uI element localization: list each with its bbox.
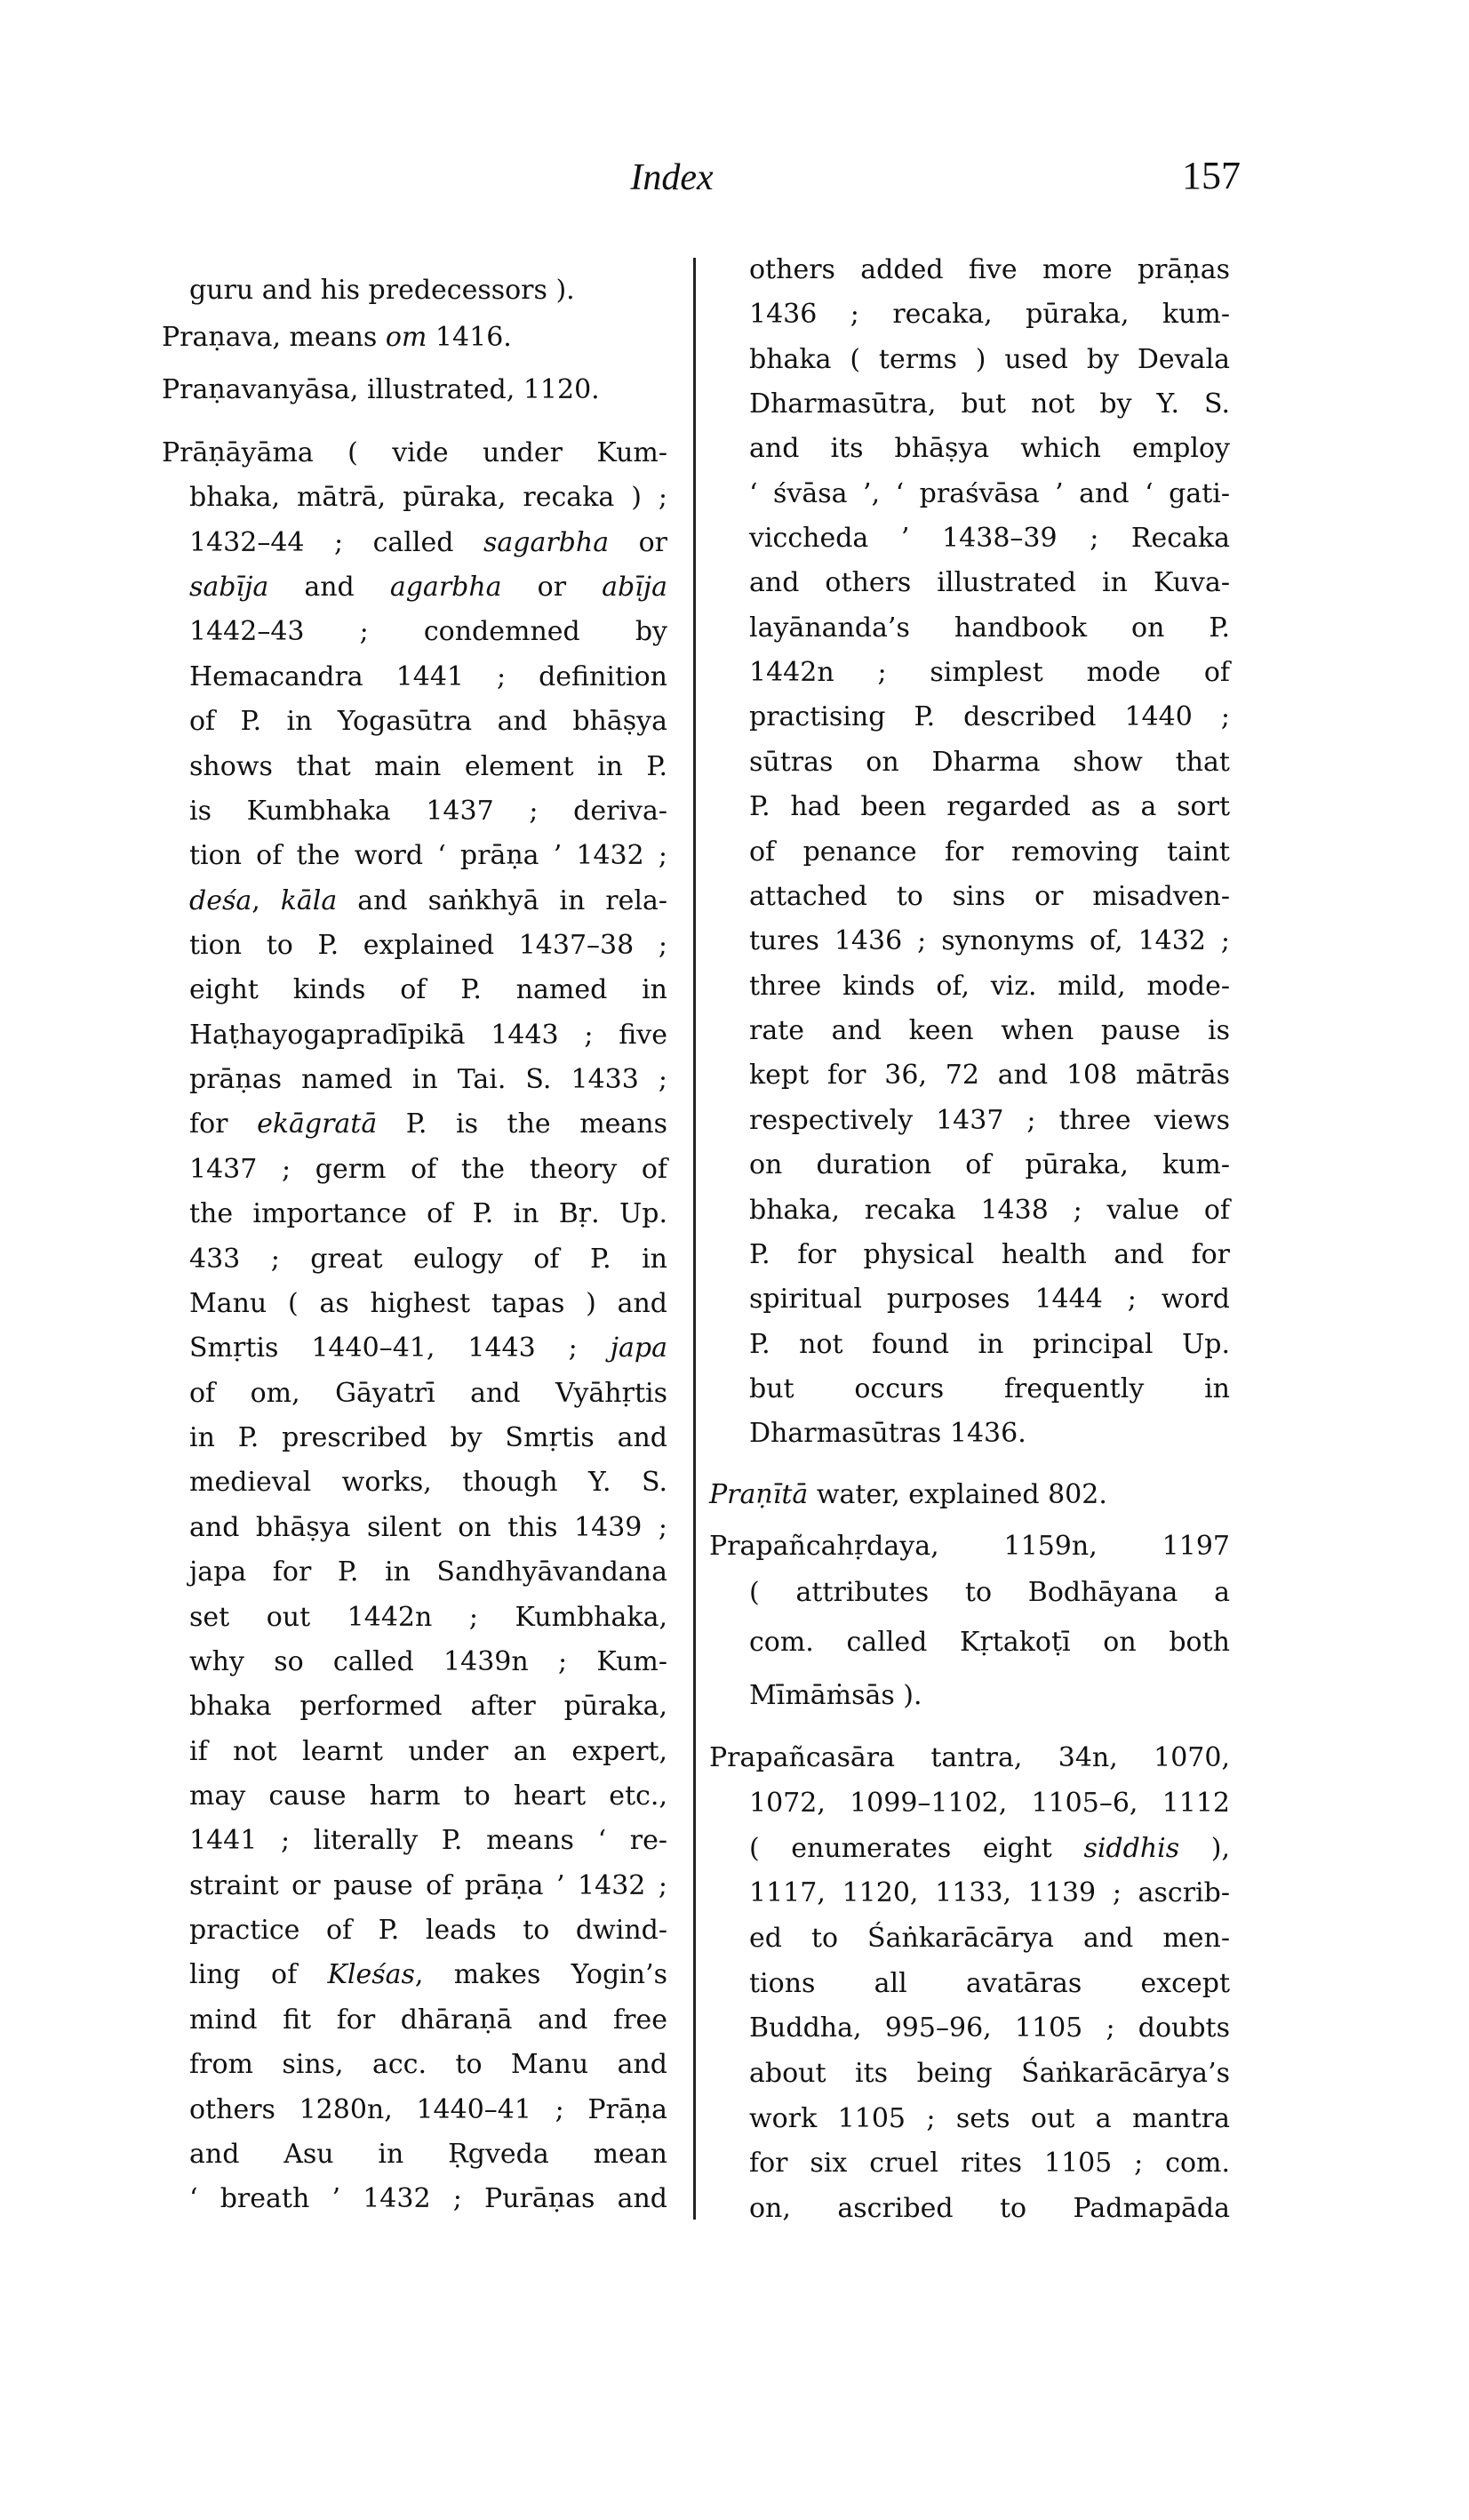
index-entry-line <box>189 566 667 609</box>
line-text: Smṛtis 1440–41, 1443 ; <box>189 1332 611 1364</box>
line-text: of P. in Yogasūtra and bhāṣya <box>189 706 667 737</box>
line-text: eight kinds of P. named in <box>189 974 667 1005</box>
line-text: viccheda ’ 1438–39 ; Recaka <box>749 523 1230 554</box>
line-text: why so called 1439n ; Kum- <box>189 1646 667 1677</box>
line-text: and its bhāṣya which employ <box>749 433 1230 464</box>
line-text: P. not found in principal Up. <box>749 1329 1230 1360</box>
index-entry-line <box>749 1189 1230 1232</box>
index-entry-line <box>189 1193 667 1236</box>
line-text: ), <box>1179 1833 1230 1864</box>
line-text: and saṅkhyā in rela- <box>337 885 668 916</box>
line-text: spiritual purposes 1444 ; word <box>749 1284 1230 1315</box>
line-text: 1436 ; recaka, pūraka, kum- <box>749 299 1230 330</box>
index-entry-line <box>749 1828 1230 1870</box>
line-text: tion of the word ‘ prāṇa ’ 1432 ; <box>189 840 667 871</box>
index-entry-line <box>189 656 667 699</box>
index-entry-line <box>749 696 1230 739</box>
index-entry-line <box>749 1368 1230 1411</box>
index-entry-heading-line <box>709 1474 1230 1516</box>
line-text: Haṭhayogapradīpikā 1443 ; five <box>189 1020 667 1051</box>
line-text: in P. prescribed by Smṛtis and <box>189 1422 667 1453</box>
index-entry-line <box>749 473 1230 516</box>
index-entry-heading-line <box>162 316 667 359</box>
index-entry-line <box>189 1507 667 1549</box>
index-entry-line <box>749 1324 1230 1366</box>
line-text: others added five more prāṇas <box>749 254 1230 285</box>
line-text: but occurs frequently in <box>749 1373 1230 1404</box>
index-entry-line <box>749 741 1230 784</box>
line-text: Hemacandra 1441 ; definition <box>189 661 667 692</box>
line-text: , <box>251 885 281 916</box>
italic-term: siddhis <box>1083 1833 1180 1864</box>
line-text: shows that main element in P. <box>189 751 667 782</box>
column-divider <box>693 258 696 2220</box>
line-text: on, ascribed to Padmapāda <box>749 2193 1230 2224</box>
index-entry-line <box>189 1865 667 1908</box>
italic-term: sabīja <box>189 572 269 603</box>
line-text: Dharmasūtra, but not by Y. S. <box>749 388 1230 420</box>
line-text: and others illustrated in Kuva- <box>749 567 1230 598</box>
line-text: ‘ śvāsa ’, ‘ praśvāsa ’ and ‘ gati- <box>749 478 1230 509</box>
index-entry-line <box>749 2007 1230 2050</box>
index-entry-line <box>189 2044 667 2086</box>
index-entry-line <box>189 1238 667 1281</box>
line-text: the importance of P. in Bṛ. Up. <box>189 1198 667 1229</box>
line-text: is Kumbhaka 1437 ; deriva- <box>189 796 667 827</box>
index-entry-line <box>189 1059 667 1101</box>
index-entry-line <box>189 880 667 923</box>
page-number: 157 <box>1182 154 1241 197</box>
index-entry-line <box>749 1234 1230 1276</box>
index-entry-line <box>749 249 1230 292</box>
line-text: or <box>501 572 603 603</box>
line-text: Prapañcahṛdaya, 1159n, 1197 <box>709 1531 1230 1562</box>
index-entry-line <box>189 835 667 877</box>
line-text: from sins, acc. to Manu and <box>189 2049 667 2080</box>
line-text: tures 1436 ; synonyms of, 1432 ; <box>749 925 1230 956</box>
line-text: Dharmasūtras 1436. <box>749 1418 1026 1449</box>
index-entry-line <box>749 1010 1230 1052</box>
line-text: others 1280n, 1440–41 ; Prāṇa <box>189 2094 667 2125</box>
line-text: Buddha, 995–96, 1105 ; doubts <box>749 2012 1230 2044</box>
index-entry-line <box>749 1572 1230 1614</box>
line-text: 1416. <box>427 322 512 353</box>
line-text: com. called Kṛtakoṭī on both <box>749 1627 1230 1658</box>
line-text: for six cruel rites 1105 ; com. <box>749 2148 1230 2179</box>
index-entry-line <box>749 1100 1230 1142</box>
line-text: 433 ; great eulogy of P. in <box>189 1244 667 1275</box>
index-entry-line <box>189 1641 667 1684</box>
line-text: mind fit for dhāraṇā and free <box>189 2004 667 2036</box>
index-entry-heading-line <box>709 1737 1230 1780</box>
line-text: 1117, 1120, 1133, 1139 ; ascrib- <box>749 1877 1230 1908</box>
index-entry-line <box>749 607 1230 650</box>
index-entry-line <box>749 2188 1230 2230</box>
line-text: 1072, 1099–1102, 1105–6, 1112 <box>749 1788 1230 1819</box>
line-text: may cause harm to heart etc., <box>189 1780 667 1812</box>
index-entry-line <box>189 1283 667 1325</box>
line-text: ed to Śaṅkarācārya and men- <box>749 1923 1230 1954</box>
index-entry-line <box>189 2089 667 2132</box>
index-entry-line <box>189 1954 667 1996</box>
index-entry-line <box>749 1963 1230 2005</box>
line-text: about its being Śaṅkarācārya’s <box>749 2058 1230 2089</box>
index-entry-line <box>749 1917 1230 1960</box>
line-text: three kinds of, viz. mild, mode- <box>749 971 1230 1002</box>
index-entry-line <box>749 2052 1230 2095</box>
line-text: ( attributes to Bodhāyana a <box>749 1577 1230 1608</box>
line-text: bhaka, mātrā, pūraka, recaka ) ; <box>189 482 667 513</box>
line-text: tion to P. explained 1437–38 ; <box>189 930 667 961</box>
line-text: practice of P. leads to dwind- <box>189 1915 667 1946</box>
italic-term: japa <box>610 1332 667 1364</box>
index-entry-line <box>749 1054 1230 1097</box>
italic-term: abīja <box>602 572 667 603</box>
index-entry-line <box>749 383 1230 426</box>
line-text: 1442n ; simplest mode of <box>749 657 1230 688</box>
index-entry-line <box>749 1675 1230 1717</box>
index-entry-line <box>189 746 667 788</box>
line-text: Praṇava, means <box>162 322 386 353</box>
line-text: layānanda’s handbook on P. <box>749 612 1230 644</box>
index-entry-line <box>749 652 1230 694</box>
line-text: Prapañcasāra tantra, 34n, 1070, <box>709 1742 1230 1773</box>
line-text: Praṇavanyāsa, illustrated, 1120. <box>162 374 600 405</box>
index-entry-line <box>749 1782 1230 1825</box>
index-entry-line <box>749 1412 1230 1455</box>
index-entry-line <box>189 1327 667 1370</box>
index-entry-line <box>189 611 667 653</box>
index-entry-line <box>749 965 1230 1008</box>
line-text: sūtras on Dharma show that <box>749 747 1230 778</box>
line-text: tions all avatāras except <box>749 1968 1230 1999</box>
line-text: kept for 36, 72 and 108 mātrās <box>749 1060 1230 1091</box>
index-entry-line <box>749 876 1230 918</box>
italic-term: sagarbha <box>483 527 610 558</box>
line-text: Prāṇāyāma ( vide under Kum- <box>162 437 667 468</box>
line-text: P. for physical health and for <box>749 1239 1230 1270</box>
line-text: , makes Yogin’s <box>414 1959 667 1990</box>
line-text: ling of <box>189 1959 328 1990</box>
index-entry-line <box>189 1551 667 1594</box>
line-text: guru and his predecessors ). <box>189 275 575 306</box>
line-text: ( enumerates eight <box>749 1833 1084 1864</box>
index-entry-line <box>189 1909 667 1952</box>
line-text: P. had been regarded as a sort <box>749 791 1230 822</box>
index-entry-heading-line <box>162 432 667 475</box>
italic-term: kāla <box>280 885 338 916</box>
index-entry-line <box>749 2142 1230 2185</box>
index-entry-line <box>189 1596 667 1639</box>
index-entry-line <box>749 786 1230 828</box>
index-entry-line <box>189 1461 667 1504</box>
line-text: or <box>609 527 667 558</box>
line-text: respectively 1437 ; three views <box>749 1105 1230 1136</box>
index-entry-line <box>749 339 1230 381</box>
index-entry-line <box>189 1417 667 1460</box>
line-text: if not learnt under an expert, <box>189 1736 667 1767</box>
italic-term: Kleśas <box>327 1959 415 1990</box>
line-text: work 1105 ; sets out a mantra <box>749 2103 1230 2134</box>
line-text: 1441 ; literally P. means ‘ re- <box>189 1825 667 1856</box>
line-text: and bhāṣya silent on this 1439 ; <box>189 1512 667 1543</box>
line-text: for <box>189 1108 258 1140</box>
line-text: and Asu in Ṛgveda mean <box>189 2139 667 2170</box>
index-entry-line <box>189 1775 667 1818</box>
line-text: of om, Gāyatrī and Vyāhṛtis <box>189 1378 667 1409</box>
index-entry-line <box>189 969 667 1012</box>
index-entry-line <box>189 1148 667 1191</box>
index-entry-line <box>189 924 667 967</box>
italic-term: ekāgratā <box>257 1108 378 1140</box>
index-entry-line <box>189 1820 667 1862</box>
line-text: Manu ( as highest tapas ) and <box>189 1288 667 1319</box>
italic-term: om <box>385 322 427 353</box>
index-entry-line <box>749 1144 1230 1187</box>
index-entry-line <box>189 1685 667 1728</box>
index-entry-line <box>749 1872 1230 1915</box>
index-entry-line <box>749 517 1230 560</box>
index-entry-heading-line <box>162 369 667 412</box>
line-text: Mīmāṁsās ). <box>749 1680 922 1711</box>
line-text: rate and keen when pause is <box>749 1015 1230 1046</box>
line-text: ‘ breath ’ 1432 ; Purāṇas and <box>189 2183 667 2214</box>
index-entry-line <box>749 428 1230 470</box>
index-entry-line <box>189 269 667 312</box>
line-text: practising P. described 1440 ; <box>749 701 1230 732</box>
index-entry-line <box>189 2178 667 2220</box>
line-text: 1437 ; germ of the theory of <box>189 1154 667 1185</box>
index-entry-line <box>189 1372 667 1415</box>
index-entry-line <box>189 522 667 564</box>
index-entry-line <box>749 1621 1230 1664</box>
index-entry-line <box>189 1999 667 2042</box>
line-text: prāṇas named in Tai. S. 1433 ; <box>189 1064 667 1095</box>
line-text: water, explained 802. <box>808 1479 1107 1510</box>
line-text: attached to sins or misadven- <box>749 881 1230 912</box>
index-entry-line <box>189 1103 667 1146</box>
index-entry-line <box>189 700 667 743</box>
index-entry-line <box>189 1014 667 1057</box>
index-entry-line <box>749 293 1230 336</box>
line-text: bhaka performed after pūraka, <box>189 1691 667 1722</box>
running-header-title: Index <box>630 157 714 198</box>
line-text: straint or pause of prāṇa ’ 1432 ; <box>189 1870 667 1901</box>
line-text: and <box>268 572 390 603</box>
italic-term: Praṇītā <box>709 1479 809 1510</box>
line-text: 1442–43 ; condemned by <box>189 616 667 647</box>
line-text: medieval works, though Y. S. <box>189 1467 667 1498</box>
index-entry-line <box>749 920 1230 963</box>
line-text: bhaka ( terms ) used by Devala <box>749 344 1230 375</box>
line-text: 1432–44 ; called <box>189 527 483 558</box>
index-entry-line <box>749 1278 1230 1321</box>
index-entry-line <box>189 1731 667 1773</box>
line-text: P. is the means <box>377 1108 668 1140</box>
index-entry-line <box>749 2098 1230 2140</box>
line-text: set out 1442n ; Kumbhaka, <box>189 1602 667 1633</box>
italic-term: deśa <box>189 885 252 916</box>
index-entry-line <box>749 562 1230 604</box>
index-entry-heading-line <box>709 1525 1230 1568</box>
index-entry-line <box>749 831 1230 874</box>
line-text: bhaka, recaka 1438 ; value of <box>749 1195 1230 1226</box>
index-entry-line <box>189 476 667 519</box>
italic-term: agarbha <box>389 572 502 603</box>
index-entry-line <box>189 2133 667 2176</box>
line-text: japa for P. in Sandhyāvandana <box>189 1556 667 1588</box>
index-entry-line <box>189 790 667 833</box>
line-text: of penance for removing taint <box>749 836 1230 868</box>
line-text: on duration of pūraka, kum- <box>749 1149 1230 1180</box>
